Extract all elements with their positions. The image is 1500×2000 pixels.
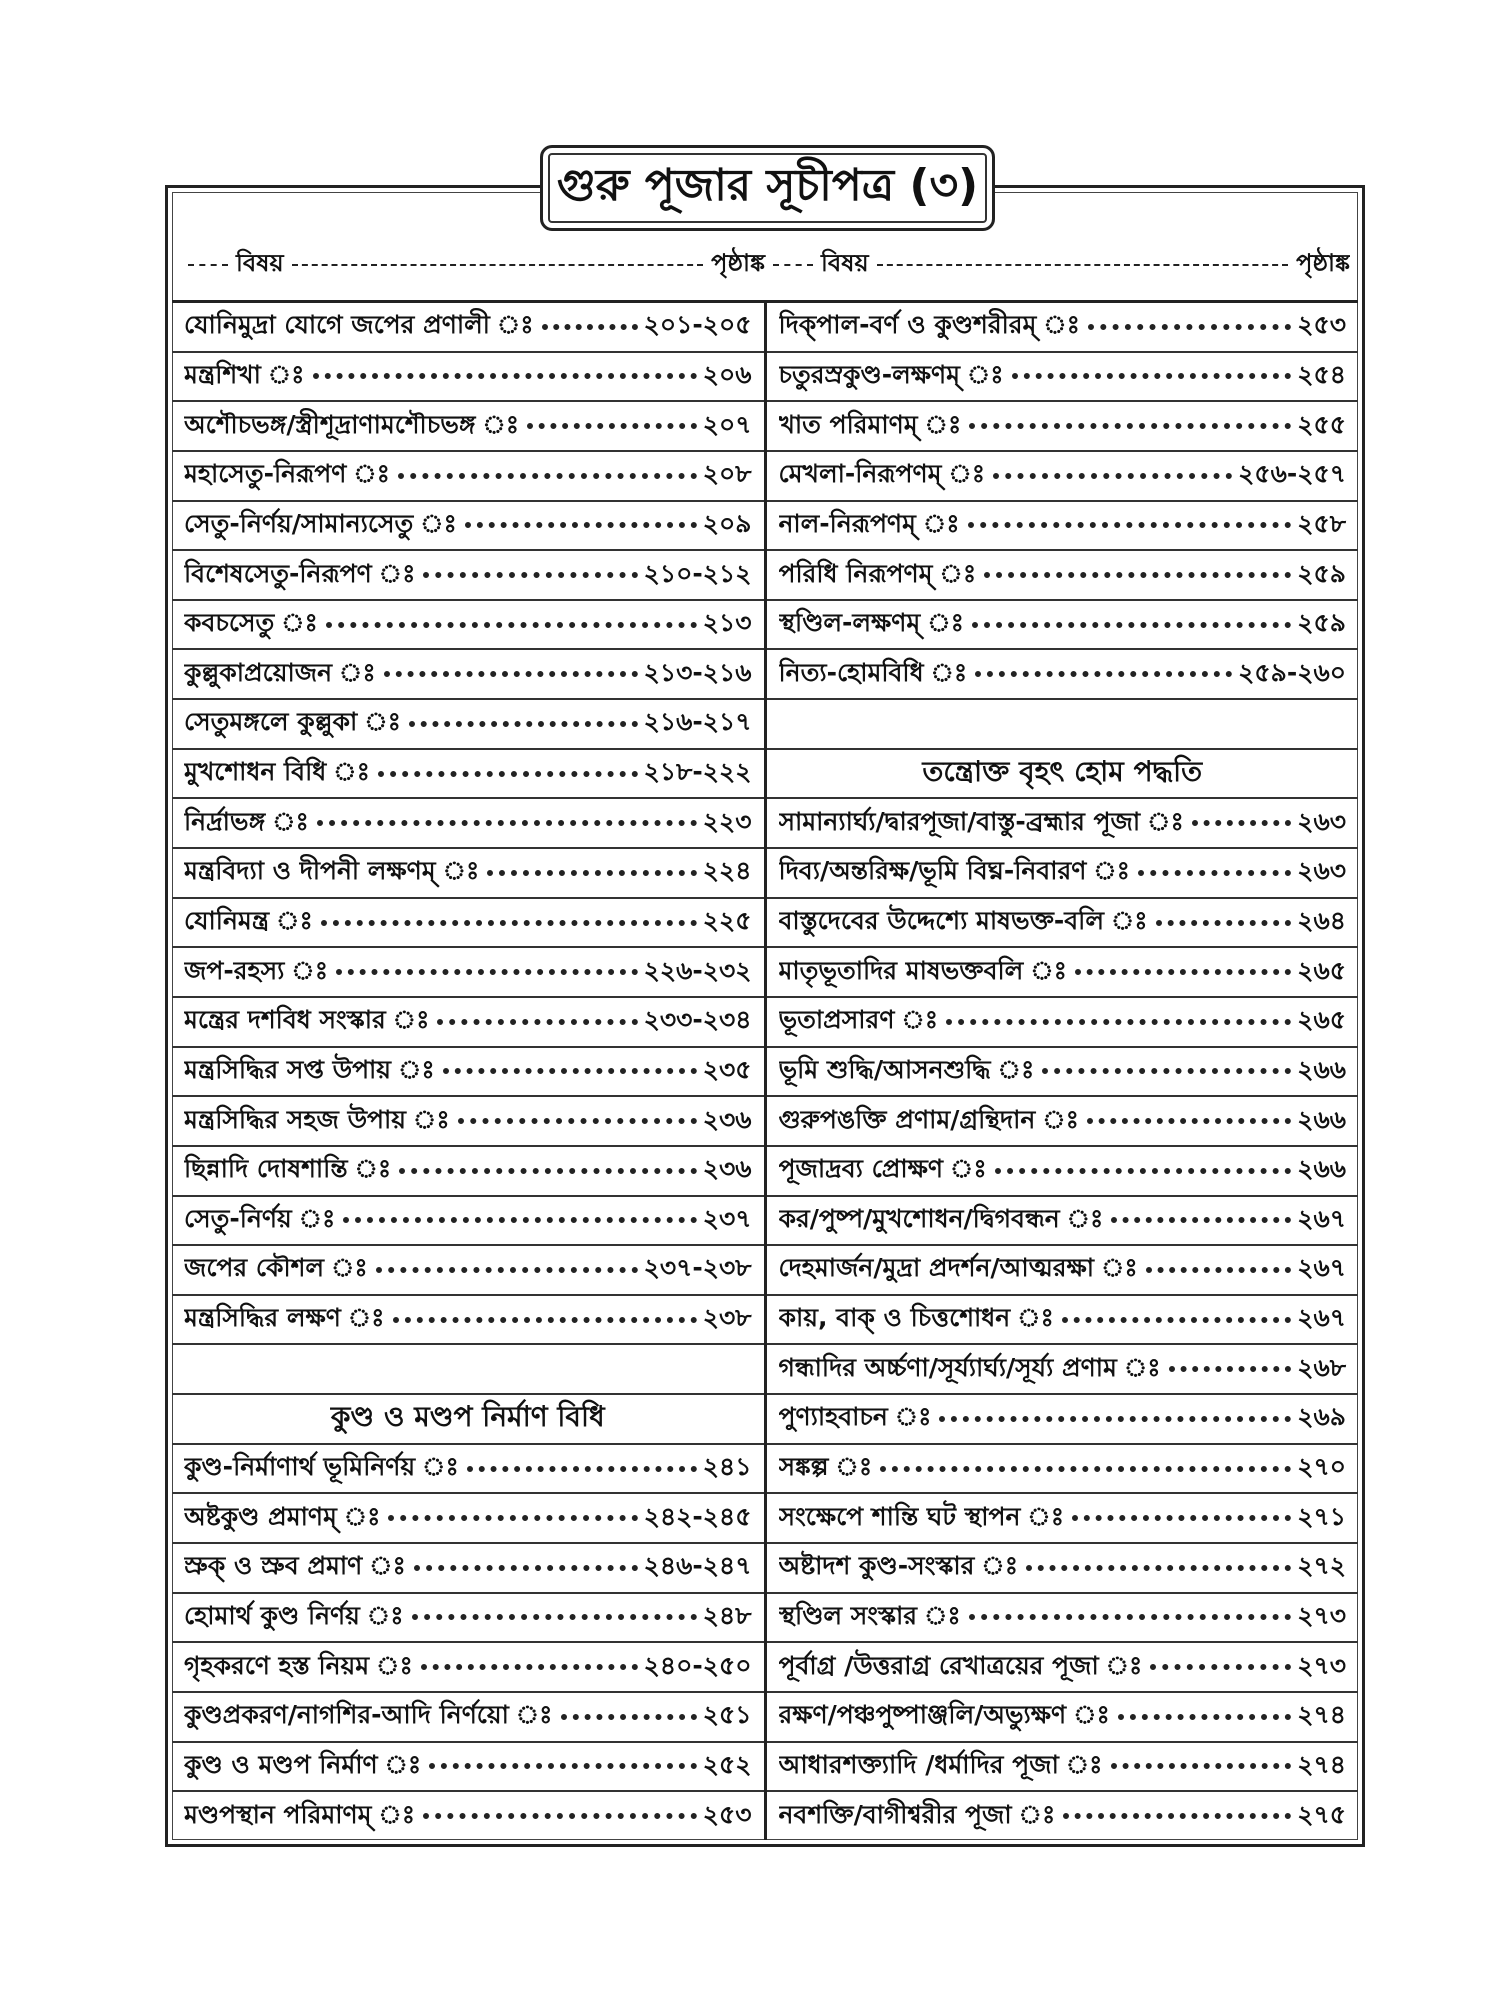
- index-entry: [767, 1544, 1359, 1594]
- index-table: [172, 300, 1358, 1840]
- index-entry: [767, 1345, 1359, 1395]
- leader-dots: [984, 572, 1291, 578]
- leader-dots: [423, 1813, 697, 1819]
- entry-page: ২৫৮: [1297, 508, 1346, 538]
- entry-page: ২৩৫: [702, 1054, 752, 1084]
- index-entry: [172, 1246, 764, 1296]
- entry-topic: সঙ্কল্প ঃ: [778, 1452, 873, 1482]
- index-entry: [172, 948, 764, 998]
- leader-dots: [1063, 1813, 1291, 1819]
- index-entry: [767, 948, 1359, 998]
- entry-topic: কুণ্ডপ্রকরণ/নাগশির-আদি নির্ণয়ো ঃ: [184, 1700, 553, 1730]
- entry-topic: বাস্তুদেবের উদ্দেশ্যে মাষভক্ত-বলি ঃ: [778, 906, 1148, 935]
- entry-topic: মন্ত্রবিদ্যা ও দীপনী লক্ষণম্ ঃ: [184, 856, 480, 886]
- leader-dots: [542, 324, 638, 330]
- leader-dots: [414, 1565, 638, 1571]
- leader-dots: [1026, 1565, 1291, 1571]
- index-entry: [767, 650, 1359, 700]
- entry-page: ২৬৫: [1297, 1005, 1346, 1035]
- leader-dots: [423, 572, 637, 578]
- index-entry: [172, 1445, 764, 1495]
- entry-topic: মহাসেতু-নিরূপণ ঃ: [184, 459, 390, 489]
- entry-page: ২৫৯-২৬০: [1238, 657, 1346, 687]
- entry-topic: গৃহকরণে হস্ত নিয়ম ঃ: [184, 1650, 413, 1680]
- entry-topic: হোমার্থ কুণ্ড নির্ণয় ঃ: [184, 1600, 404, 1630]
- entry-page: ২৭০: [1297, 1452, 1346, 1482]
- leader-dots: [1146, 1267, 1292, 1273]
- entry-topic: মেখলা-নিরূপণম্ ঃ: [778, 459, 986, 489]
- leader-dots: [313, 373, 697, 379]
- index-entry: [172, 849, 764, 899]
- entry-topic: স্থণ্ডিল সংস্কার ঃ: [778, 1600, 961, 1630]
- leader-dots: [880, 1466, 1291, 1472]
- entry-page: ২৬৬: [1297, 1104, 1346, 1134]
- leader-dots: [467, 1466, 697, 1472]
- index-entry: [767, 1048, 1359, 1098]
- entry-topic: মন্ত্রসিদ্ধির সহজ উপায় ঃ: [184, 1104, 450, 1134]
- entry-topic: মন্ত্রের দশবিধ সংস্কার ঃ: [184, 1005, 430, 1035]
- entry-topic: পূজাদ্রব্য প্রোক্ষণ ঃ: [778, 1154, 987, 1184]
- leader-dots: [995, 1168, 1292, 1174]
- leader-dots: [412, 1614, 697, 1620]
- index-entry: [172, 502, 764, 552]
- leader-dots: [1111, 1763, 1292, 1769]
- index-entry: [172, 899, 764, 949]
- index-entry: [172, 750, 764, 800]
- leader-dots: [975, 671, 1232, 677]
- index-entry: [172, 1048, 764, 1098]
- entry-page: ২৪১: [702, 1452, 752, 1482]
- entry-page: ২১৩: [702, 608, 752, 638]
- index-entry: [172, 1147, 764, 1197]
- entry-topic: কুণ্ড-নির্মাণার্থ ভূমিনির্ণয় ঃ: [184, 1452, 459, 1482]
- entry-page: ২৬৭: [1297, 1203, 1346, 1233]
- column-header: [180, 240, 1350, 290]
- leader-dots: [946, 1019, 1291, 1025]
- leader-dots: [527, 423, 697, 429]
- entry-topic: সামান্যার্ঘ্য/দ্বারপূজা/বাস্তু-ব্রহ্মার পূজা ঃ: [778, 806, 1184, 836]
- entry-topic: গন্ধাদির অর্চ্চণা/সূর্য্যার্ঘ্য/সূর্য্য প্রণাম ঃ: [778, 1352, 1161, 1382]
- entry-topic: নির্দ্রাভঙ্গ ঃ: [184, 806, 309, 836]
- leader-dots: [326, 622, 697, 628]
- entry-topic: নবশক্তি/বাগীশ্বরীর পূজা ঃ: [778, 1799, 1056, 1829]
- leader-dots: [1042, 1068, 1291, 1074]
- entry-page: ২০৮: [702, 459, 752, 489]
- entry-topic: নাল-নিরূপণম্ ঃ: [778, 508, 960, 538]
- right-column: [767, 303, 1359, 1840]
- entry-topic: মণ্ডপস্থান পরিমাণম্ ঃ: [184, 1799, 416, 1829]
- leader-dots: [1088, 324, 1291, 330]
- header-dash: [188, 264, 228, 266]
- leader-dots: [968, 522, 1292, 528]
- header-dash: [292, 264, 703, 266]
- index-entry: [767, 1197, 1359, 1247]
- leader-dots: [561, 1714, 697, 1720]
- leader-dots: [384, 671, 638, 677]
- entry-topic: গুরুপঙক্তি প্রণাম/গ্রন্থিদান ঃ: [778, 1104, 1079, 1134]
- leader-dots: [1075, 969, 1291, 975]
- entry-page: ২৬৪: [1297, 906, 1346, 935]
- index-entry: [767, 303, 1359, 353]
- entry-page: ২২৬-২৩২: [643, 955, 752, 985]
- entry-page: ২৬৭: [1297, 1253, 1346, 1283]
- entry-topic: পুণ্যাহবাচন ঃ: [778, 1402, 932, 1432]
- index-entry: [767, 1643, 1359, 1693]
- leader-dots: [458, 1118, 697, 1124]
- entry-page: ২৫২: [702, 1749, 752, 1779]
- index-entry: [172, 353, 764, 403]
- entry-page: ২৫৪: [1297, 359, 1346, 389]
- entry-topic: ভূতাপ্রসারণ ঃ: [778, 1005, 939, 1035]
- entry-page: ২৫৬-২৫৭: [1238, 459, 1346, 489]
- leader-dots: [378, 771, 638, 777]
- entry-page: ২৩৭-২৩৮: [643, 1253, 752, 1283]
- entry-page: ২৪৮: [702, 1600, 752, 1630]
- entry-page: ২৭৩: [1297, 1650, 1346, 1680]
- index-entry: [767, 1445, 1359, 1495]
- entry-topic: অষ্টাদশ কুণ্ড-সংস্কার ঃ: [778, 1551, 1019, 1581]
- index-entry: [172, 1743, 764, 1793]
- leader-dots: [388, 1515, 637, 1521]
- empty-row: [172, 1345, 764, 1395]
- index-entry: [767, 1097, 1359, 1147]
- section-heading: তন্ত্রোক্ত বৃহৎ হোম পদ্ধতি: [767, 750, 1359, 800]
- entry-topic: আধারশক্ত্যাদি /ধর্মাদির পূজা ঃ: [778, 1749, 1103, 1779]
- entry-topic: বিশেষসেতু-নিরূপণ ঃ: [184, 558, 416, 588]
- index-entry: [767, 1296, 1359, 1346]
- index-entry: [172, 601, 764, 651]
- entry-topic: মুখশোধন বিধি ঃ: [184, 757, 370, 787]
- leader-dots: [993, 473, 1232, 479]
- leader-dots: [969, 423, 1291, 429]
- entry-topic: যোনিমন্ত্র ঃ: [184, 906, 313, 935]
- leader-dots: [421, 1664, 638, 1670]
- entry-topic: নিত্য-হোমবিধি ঃ: [778, 657, 968, 687]
- header-dash: [877, 264, 1288, 266]
- leader-dots: [376, 1267, 638, 1273]
- index-entry: [767, 899, 1359, 949]
- index-entry: [172, 1594, 764, 1644]
- index-entry: [172, 1197, 764, 1247]
- entry-page: ২১০-২১২: [643, 558, 752, 588]
- leader-dots: [487, 870, 696, 876]
- index-entry: [767, 452, 1359, 502]
- entry-page: ২৩৭: [702, 1203, 752, 1233]
- index-entry: [767, 1693, 1359, 1743]
- entry-topic: রক্ষণ/পঞ্চপুষ্পাঞ্জলি/অভ্যুক্ষণ ঃ: [778, 1700, 1110, 1730]
- leader-dots: [1072, 1515, 1291, 1521]
- entry-topic: স্থণ্ডিল-লক্ষণম্ ঃ: [778, 608, 964, 638]
- entry-topic: সেতু-নির্ণয়/সামান্যসেতু ঃ: [184, 508, 457, 538]
- entry-topic: খাত পরিমাণম্ ঃ: [778, 409, 962, 439]
- index-entry: [767, 1594, 1359, 1644]
- entry-page: ২৪৬-২৪৭: [643, 1551, 752, 1581]
- leader-dots: [1062, 1317, 1291, 1323]
- index-entry: [172, 1792, 764, 1840]
- entry-topic: মন্ত্রশিখা ঃ: [184, 359, 305, 389]
- index-entry: [767, 1494, 1359, 1544]
- empty-row: [767, 700, 1359, 750]
- entry-page: ২১৩-২১৬: [643, 657, 752, 687]
- entry-page: ২৫৩: [1297, 310, 1346, 340]
- entry-topic: সেতু-নির্ণয় ঃ: [184, 1203, 336, 1233]
- index-entry: [767, 601, 1359, 651]
- entry-topic: কুল্লুকাপ্রয়োজন ঃ: [184, 657, 376, 687]
- leader-dots: [443, 1068, 697, 1074]
- entry-page: ২৩৬: [702, 1104, 752, 1134]
- leader-dots: [317, 820, 697, 826]
- index-entry: [172, 1544, 764, 1594]
- entry-page: ২৬৩: [1297, 856, 1346, 886]
- entry-page: ২১৬-২১৭: [643, 707, 752, 737]
- entry-topic: পূর্বাগ্র /উত্তরাগ্র রেখাত্রয়ের পূজা ঃ: [778, 1650, 1143, 1680]
- entry-page: ২৭৫: [1297, 1799, 1346, 1829]
- leader-dots: [972, 622, 1291, 628]
- leader-dots: [321, 920, 697, 926]
- entry-page: ২৪২-২৪৫: [643, 1501, 752, 1531]
- entry-page: ২০১-২০৫: [643, 310, 752, 340]
- leader-dots: [398, 473, 697, 479]
- entry-topic: কবচসেতু ঃ: [184, 608, 318, 638]
- leader-dots: [1118, 1714, 1291, 1720]
- entry-page: ২৩৩-২৩৪: [643, 1005, 752, 1035]
- entry-page: ২৬৬: [1297, 1054, 1346, 1084]
- entry-page: ২৩৬: [702, 1154, 752, 1184]
- leader-dots: [336, 969, 638, 975]
- entry-page: ২৫৫: [1297, 409, 1346, 439]
- index-entry: [767, 1743, 1359, 1793]
- index-entry: [172, 1693, 764, 1743]
- section-heading: কুণ্ড ও মণ্ডপ নির্মাণ বিধি: [172, 1395, 764, 1445]
- index-entry: [172, 650, 764, 700]
- entry-page: ২২৫: [702, 906, 752, 935]
- index-entry: [172, 998, 764, 1048]
- entry-topic: কায়, বাক্ ও চিত্তশোধন ঃ: [778, 1303, 1054, 1333]
- entry-page: ২৫৯: [1297, 558, 1346, 588]
- entry-page: ২৬৯: [1297, 1402, 1346, 1432]
- entry-page: ২০৭: [702, 409, 752, 439]
- leader-dots: [409, 721, 638, 727]
- entry-topic: দেহমার্জন/মুদ্রা প্রদর্শন/আত্মরক্ষা ঃ: [778, 1253, 1138, 1283]
- index-entry: [172, 1097, 764, 1147]
- entry-topic: সংক্ষেপে শান্তি ঘট স্থাপন ঃ: [778, 1501, 1065, 1531]
- index-entry: [767, 502, 1359, 552]
- leader-dots: [939, 1416, 1291, 1422]
- entry-page: ২৬৮: [1297, 1352, 1346, 1382]
- entry-page: ২১৮-২২২: [643, 757, 752, 787]
- left-column: [172, 303, 767, 1840]
- index-entry: [767, 998, 1359, 1048]
- leader-dots: [1138, 870, 1291, 876]
- page-title: গুরু পূজার সূচীপত্র (৩): [540, 145, 995, 231]
- entry-page: ২২৩: [702, 806, 752, 836]
- leader-dots: [1192, 820, 1291, 826]
- entry-topic: যোনিমুদ্রা যোগে জপের প্রণালী ঃ: [184, 310, 534, 340]
- index-entry: [767, 402, 1359, 452]
- entry-page: ২৬৬: [1297, 1154, 1346, 1184]
- entry-topic: জপের কৌশল ঃ: [184, 1253, 368, 1283]
- index-entry: [172, 1494, 764, 1544]
- entry-page: ২০৯: [702, 508, 752, 538]
- index-entry: [172, 1296, 764, 1346]
- leader-dots: [1012, 373, 1292, 379]
- index-entry: [172, 303, 764, 353]
- entry-topic: দিব্য/অন্তরিক্ষ/ভূমি বিঘ্ন-নিবারণ ঃ: [778, 856, 1130, 886]
- leader-dots: [437, 1019, 637, 1025]
- index-entry: [767, 849, 1359, 899]
- entry-page: ২৭২: [1297, 1551, 1346, 1581]
- entry-page: ২০৬: [702, 359, 752, 389]
- entry-topic: পরিধি নিরূপণম্ ঃ: [778, 558, 977, 588]
- leader-dots: [399, 1168, 697, 1174]
- leader-dots: [1111, 1217, 1291, 1223]
- leader-dots: [1087, 1118, 1291, 1124]
- entry-page: ২২৪: [702, 856, 752, 886]
- entry-topic: দিক্‌পাল-বর্ণ ও কুণ্ডশরীরম্ ঃ: [778, 310, 1081, 340]
- entry-topic: কর/পুষ্প/মুখশোধন/দ্বিগবন্ধন ঃ: [778, 1203, 1104, 1233]
- index-entry: [172, 402, 764, 452]
- page-label-2: পৃষ্ঠাঙ্ক: [1296, 249, 1350, 277]
- entry-topic: ভূমি শুদ্ধি/আসনশুদ্ধি ঃ: [778, 1054, 1035, 1084]
- index-entry: [767, 799, 1359, 849]
- leader-dots: [1169, 1366, 1292, 1372]
- index-entry: [172, 799, 764, 849]
- entry-topic: অশৌচভঙ্গ/স্ত্রীশূদ্রাণামশৌচভঙ্গ ঃ: [184, 409, 520, 439]
- entry-page: ২৬৫: [1297, 955, 1346, 985]
- entry-topic: মন্ত্রসিদ্ধির সপ্ত উপায় ঃ: [184, 1054, 435, 1084]
- index-entry: [767, 551, 1359, 601]
- index-entry: [767, 1395, 1359, 1445]
- entry-page: ২৬৭: [1297, 1303, 1346, 1333]
- entry-topic: কুণ্ড ও মণ্ডপ নির্মাণ ঃ: [184, 1749, 422, 1779]
- entry-page: ২৪০-২৫০: [643, 1650, 752, 1680]
- index-entry: [767, 1792, 1359, 1840]
- leader-dots: [465, 522, 697, 528]
- entry-topic: চতুরস্রকুণ্ড-লক্ষণম্ ঃ: [778, 359, 1004, 389]
- leader-dots: [969, 1614, 1292, 1620]
- page-label-1: পৃষ্ঠাঙ্ক: [711, 249, 765, 277]
- entry-page: ২৭৩: [1297, 1600, 1346, 1630]
- entry-topic: স্রুক্ ও স্রুব প্রমাণ ঃ: [184, 1551, 406, 1581]
- leader-dots: [429, 1763, 697, 1769]
- entry-topic: মাতৃভূতাদির মাষভক্তবলি ঃ: [778, 955, 1067, 985]
- entry-page: ২৩৮: [702, 1303, 752, 1333]
- entry-topic: জপ-রহস্য ঃ: [184, 955, 329, 985]
- index-entry: [767, 1147, 1359, 1197]
- subject-label-2: বিষয়: [821, 249, 869, 277]
- entry-page: ২৫১: [702, 1700, 752, 1730]
- entry-topic: মন্ত্রসিদ্ধির লক্ষণ ঃ: [184, 1303, 385, 1333]
- entry-page: ২৭৪: [1297, 1700, 1346, 1730]
- leader-dots: [343, 1217, 696, 1223]
- entry-topic: ছিন্নাদি দোষশান্তি ঃ: [184, 1154, 392, 1184]
- leader-dots: [1156, 920, 1292, 926]
- leader-dots: [1150, 1664, 1291, 1670]
- leader-dots: [393, 1317, 697, 1323]
- entry-page: ২৫৯: [1297, 608, 1346, 638]
- header-dash: [773, 264, 813, 266]
- index-entry: [172, 1643, 764, 1693]
- index-entry: [172, 452, 764, 502]
- entry-topic: সেতুমঙ্গলে কুল্লুকা ঃ: [184, 707, 401, 737]
- entry-topic: অষ্টকুণ্ড প্রমাণম্ ঃ: [184, 1501, 381, 1531]
- entry-page: ২৭১: [1297, 1501, 1346, 1531]
- index-entry: [172, 551, 764, 601]
- subject-label-1: বিষয়: [236, 249, 284, 277]
- index-entry: [172, 700, 764, 750]
- entry-page: ২৭৪: [1297, 1749, 1346, 1779]
- index-entry: [767, 1246, 1359, 1296]
- index-entry: [767, 353, 1359, 403]
- entry-page: ২৬৩: [1297, 806, 1346, 836]
- entry-page: ২৫৩: [702, 1799, 752, 1829]
